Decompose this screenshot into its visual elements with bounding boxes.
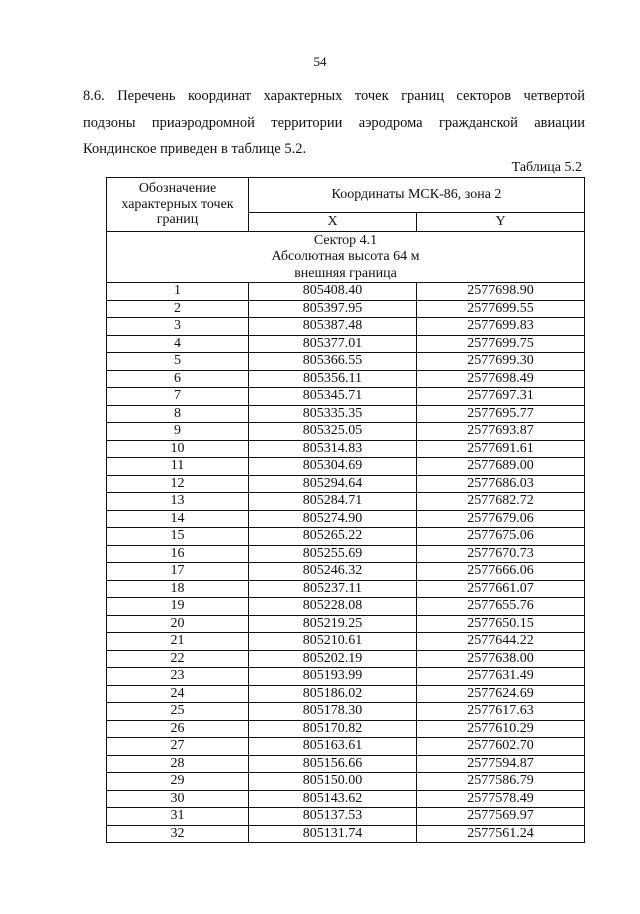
x-coordinate-cell: 805304.69 xyxy=(249,458,417,476)
y-coordinate-cell: 2577695.77 xyxy=(417,405,585,423)
y-coordinate-cell: 2577631.49 xyxy=(417,668,585,686)
paragraph-line: 8.6. Перечень координат характерных точек границ секторов четвертой xyxy=(83,88,585,104)
header-point-designation: Обозначение характерных точек границ xyxy=(107,178,249,232)
table-row xyxy=(107,405,585,423)
y-coordinate-cell: 2577679.06 xyxy=(417,510,585,528)
y-coordinate-cell: 2577699.75 xyxy=(417,335,585,353)
table-row xyxy=(107,773,585,791)
table-row xyxy=(107,685,585,703)
table-row xyxy=(107,808,585,826)
table-row xyxy=(107,668,585,686)
section-title xyxy=(107,231,585,283)
header-y: Y xyxy=(417,212,585,231)
table-row xyxy=(107,475,585,493)
x-coordinate-cell: 805156.66 xyxy=(249,755,417,773)
point-number-cell: 27 xyxy=(107,738,249,756)
x-coordinate-cell: 805356.11 xyxy=(249,370,417,388)
point-number-cell: 13 xyxy=(107,493,249,511)
paragraph-line: подзоны приаэродромной территории аэродрома гражданской авиации xyxy=(83,114,585,131)
x-coordinate-cell: 805193.99 xyxy=(249,668,417,686)
x-coordinate-cell: 805219.25 xyxy=(249,615,417,633)
table-header-row xyxy=(107,178,585,213)
section-row xyxy=(107,231,585,283)
point-number-cell: 5 xyxy=(107,353,249,371)
y-coordinate-cell: 2577699.83 xyxy=(417,318,585,336)
x-coordinate-cell: 805186.02 xyxy=(249,685,417,703)
y-coordinate-cell: 2577561.24 xyxy=(417,825,585,843)
table-row xyxy=(107,598,585,616)
table-row xyxy=(107,738,585,756)
y-coordinate-cell: 2577624.69 xyxy=(417,685,585,703)
y-coordinate-cell: 2577655.76 xyxy=(417,598,585,616)
y-coordinate-cell: 2577693.87 xyxy=(417,423,585,441)
table-row xyxy=(107,528,585,546)
point-number-cell: 4 xyxy=(107,335,249,353)
x-coordinate-cell: 805397.95 xyxy=(249,300,417,318)
coordinates-table xyxy=(106,177,585,843)
point-number-cell: 21 xyxy=(107,633,249,651)
table-row xyxy=(107,755,585,773)
x-coordinate-cell: 805237.11 xyxy=(249,580,417,598)
x-coordinate-cell: 805255.69 xyxy=(249,545,417,563)
x-coordinate-cell: 805284.71 xyxy=(249,493,417,511)
x-coordinate-cell: 805366.55 xyxy=(249,353,417,371)
x-coordinate-cell: 805202.19 xyxy=(249,650,417,668)
table-row xyxy=(107,650,585,668)
table-body xyxy=(107,231,585,843)
x-coordinate-cell: 805377.01 xyxy=(249,335,417,353)
point-number-cell: 6 xyxy=(107,370,249,388)
point-number-cell: 24 xyxy=(107,685,249,703)
section-altitude: Абсолютная высота 64 м xyxy=(271,249,420,264)
x-coordinate-cell: 805131.74 xyxy=(249,825,417,843)
point-number-cell: 31 xyxy=(107,808,249,826)
x-coordinate-cell: 805387.48 xyxy=(249,318,417,336)
y-coordinate-cell: 2577698.90 xyxy=(417,283,585,301)
y-coordinate-cell: 2577691.61 xyxy=(417,440,585,458)
point-number-cell: 18 xyxy=(107,580,249,598)
table-row xyxy=(107,580,585,598)
x-coordinate-cell: 805170.82 xyxy=(249,720,417,738)
y-coordinate-cell: 2577650.15 xyxy=(417,615,585,633)
y-coordinate-cell: 2577594.87 xyxy=(417,755,585,773)
point-number-cell: 14 xyxy=(107,510,249,528)
point-number-cell: 30 xyxy=(107,790,249,808)
section-boundary: внешняя граница xyxy=(294,265,397,281)
y-coordinate-cell: 2577617.63 xyxy=(417,703,585,721)
x-coordinate-cell: 805265.22 xyxy=(249,528,417,546)
y-coordinate-cell: 2577699.55 xyxy=(417,300,585,318)
point-number-cell: 2 xyxy=(107,300,249,318)
table-row xyxy=(107,440,585,458)
y-coordinate-cell: 2577697.31 xyxy=(417,388,585,406)
table-row xyxy=(107,283,585,301)
x-coordinate-cell: 805178.30 xyxy=(249,703,417,721)
point-number-cell: 8 xyxy=(107,405,249,423)
table-row xyxy=(107,370,585,388)
y-coordinate-cell: 2577689.00 xyxy=(417,458,585,476)
point-number-cell: 3 xyxy=(107,318,249,336)
table-row xyxy=(107,703,585,721)
paragraph-line: Кондинское приведен в таблице 5.2. xyxy=(83,141,307,157)
x-coordinate-cell: 805345.71 xyxy=(249,388,417,406)
point-number-cell: 25 xyxy=(107,703,249,721)
table-row xyxy=(107,615,585,633)
table-row xyxy=(107,790,585,808)
intro-paragraph xyxy=(83,83,585,163)
x-coordinate-cell: 805228.08 xyxy=(249,598,417,616)
y-coordinate-cell: 2577698.49 xyxy=(417,370,585,388)
x-coordinate-cell: 805163.61 xyxy=(249,738,417,756)
point-number-cell: 19 xyxy=(107,598,249,616)
table-row xyxy=(107,633,585,651)
table-caption: Таблица 5.2 xyxy=(511,160,582,175)
x-coordinate-cell: 805335.35 xyxy=(249,405,417,423)
table-row xyxy=(107,720,585,738)
point-number-cell: 11 xyxy=(107,458,249,476)
table-row xyxy=(107,825,585,843)
y-coordinate-cell: 2577670.73 xyxy=(417,545,585,563)
y-coordinate-cell: 2577686.03 xyxy=(417,475,585,493)
x-coordinate-cell: 805210.61 xyxy=(249,633,417,651)
x-coordinate-cell: 805314.83 xyxy=(249,440,417,458)
point-number-cell: 20 xyxy=(107,615,249,633)
header-x: X xyxy=(249,212,417,231)
point-number-cell: 9 xyxy=(107,423,249,441)
table-row xyxy=(107,545,585,563)
point-number-cell: 16 xyxy=(107,545,249,563)
table-row xyxy=(107,388,585,406)
y-coordinate-cell: 2577586.79 xyxy=(417,773,585,791)
table-row xyxy=(107,510,585,528)
table-row xyxy=(107,423,585,441)
x-coordinate-cell: 805137.53 xyxy=(249,808,417,826)
point-number-cell: 12 xyxy=(107,475,249,493)
x-coordinate-cell: 805274.90 xyxy=(249,510,417,528)
point-number-cell: 23 xyxy=(107,668,249,686)
y-coordinate-cell: 2577666.06 xyxy=(417,563,585,581)
table-row xyxy=(107,318,585,336)
point-number-cell: 17 xyxy=(107,563,249,581)
table-row xyxy=(107,300,585,318)
table-row xyxy=(107,353,585,371)
table-row xyxy=(107,493,585,511)
x-coordinate-cell: 805294.64 xyxy=(249,475,417,493)
y-coordinate-cell: 2577699.30 xyxy=(417,353,585,371)
y-coordinate-cell: 2577578.49 xyxy=(417,790,585,808)
point-number-cell: 15 xyxy=(107,528,249,546)
point-number-cell: 26 xyxy=(107,720,249,738)
point-number-cell: 22 xyxy=(107,650,249,668)
point-number-cell: 10 xyxy=(107,440,249,458)
y-coordinate-cell: 2577644.22 xyxy=(417,633,585,651)
y-coordinate-cell: 2577675.06 xyxy=(417,528,585,546)
x-coordinate-cell: 805246.32 xyxy=(249,563,417,581)
point-number-cell: 32 xyxy=(107,825,249,843)
y-coordinate-cell: 2577638.00 xyxy=(417,650,585,668)
y-coordinate-cell: 2577682.72 xyxy=(417,493,585,511)
x-coordinate-cell: 805150.00 xyxy=(249,773,417,791)
page-number: 54 xyxy=(313,54,327,69)
y-coordinate-cell: 2577569.97 xyxy=(417,808,585,826)
point-number-cell: 29 xyxy=(107,773,249,791)
point-number-cell: 28 xyxy=(107,755,249,773)
point-number-cell: 1 xyxy=(107,283,249,301)
x-coordinate-cell: 805325.05 xyxy=(249,423,417,441)
y-coordinate-cell: 2577661.07 xyxy=(417,580,585,598)
point-number-cell: 7 xyxy=(107,388,249,406)
table-row xyxy=(107,335,585,353)
y-coordinate-cell: 2577610.29 xyxy=(417,720,585,738)
x-coordinate-cell: 805143.62 xyxy=(249,790,417,808)
x-coordinate-cell: 805408.40 xyxy=(249,283,417,301)
section-sector: Сектор 4.1 xyxy=(313,232,378,248)
header-coordinates: Координаты МСК-86, зона 2 xyxy=(249,178,585,213)
table-row xyxy=(107,458,585,476)
y-coordinate-cell: 2577602.70 xyxy=(417,738,585,756)
table-row xyxy=(107,563,585,581)
